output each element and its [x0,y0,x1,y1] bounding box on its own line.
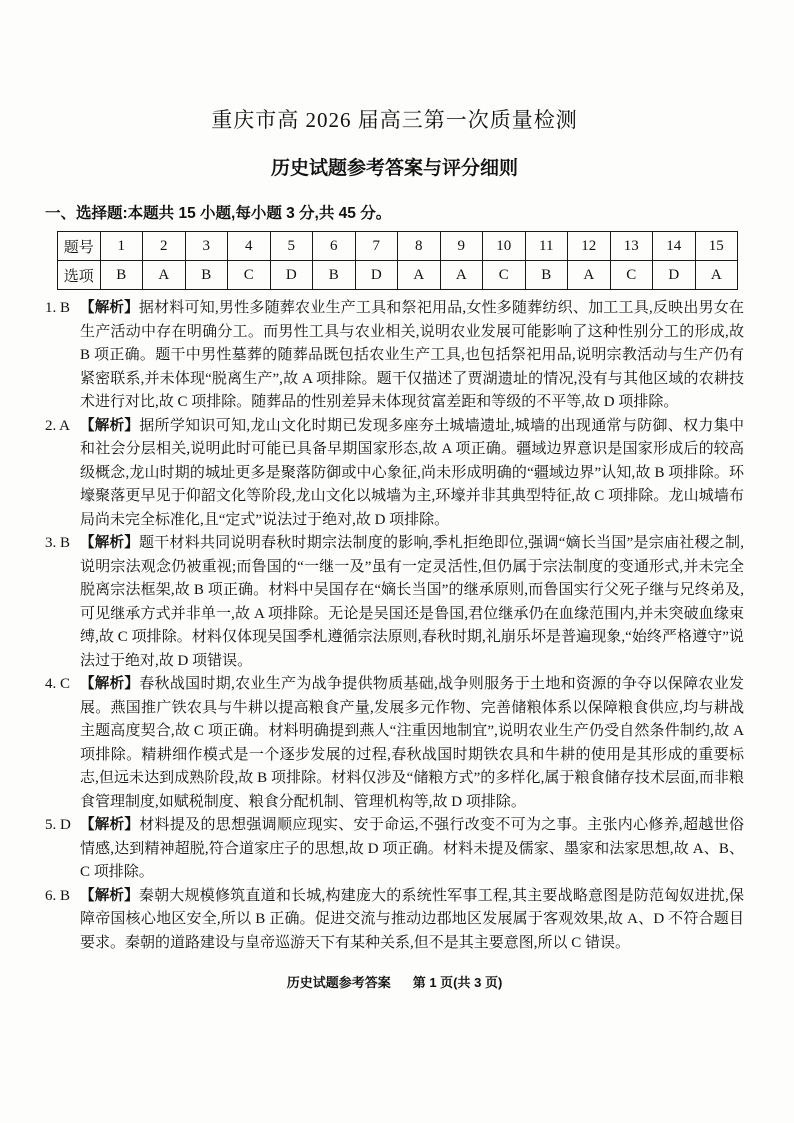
answer-cell: B [185,261,228,290]
answer-cell: D [270,261,313,290]
explanation-body-text: 据材料可知,男性多随葬农业生产工具和祭祀用品,女性多随葬纺织、加工工具,反映出男女在生产活动中存在明确分工。而男性工具与农业相关,说明农业发展可能影响了这种性别分工的形成,故 B 项正确。题干中男性墓葬的随葬品既包括农业生产工具,也包括祭祀用品,说明宗教活动与生产仍有紧密联系,并未体现“脱离生产”,故 A 项排除。题干仅描述了贾湖遗址的情况,没有与其他区域的农耕技术进行对比,故 C 项排除。随葬品的性别差异未体现贫富差距和等级的不平等,故 D 项排除。 [80,300,744,410]
question-number-cell: 15 [695,232,738,261]
answer-cell: A [568,261,611,290]
explanation-text [80,885,744,956]
explanation-text [80,814,744,885]
answer-cell: C [228,261,271,290]
question-number-cell: 1 [100,232,143,261]
question-number-cell: 14 [653,232,696,261]
analysis-tag: 【解析】 [80,300,139,316]
question-number-cell: 4 [228,232,271,261]
answer-cell: D [653,261,696,290]
answer-cell: B [100,261,143,290]
explanation-item-6 [45,885,744,956]
question-number-cell: 10 [483,232,526,261]
row-label-answer-option: 选项 [58,261,101,290]
explanation-text [80,673,744,814]
answer-cell: A [440,261,483,290]
question-number-cell: 5 [270,232,313,261]
explanation-text [80,532,744,673]
explanation-body-text: 题干材料共同说明春秋时期宗法制度的影响,季札拒绝即位,强调“嫡长当国”是宗庙社稷之制,说明宗法观念仍被重视;而鲁国的“一继一及”虽有一定灵活性,但仍属于宗法制度的变通形式,并未完全脱离宗法框架,故 B 项正确。材料中吴国存在“嫡长当国”的继承原则,而鲁国实行父死子继与兄终弟及,可见继承方式并非单一,故 A 项排除。无论是吴国还是鲁国,君位继承仍在血缘范围内,并未突破血缘束缚,故 C 项排除。材料仅体现吴国季札遵循宗法原则,春秋时期,礼崩乐坏是普遍现象,“始终严格遵守”说法过于绝对,故 D 项错误。 [80,535,744,669]
question-number-cell: 13 [610,232,653,261]
answer-cell: B [313,261,356,290]
question-answer-label: 4. C [45,676,71,692]
answer-option-row [58,261,738,290]
answer-cell: A [398,261,441,290]
question-answer-label: 5. D [45,817,71,833]
answer-cell: C [610,261,653,290]
question-number-cell: 9 [440,232,483,261]
analysis-tag: 【解析】 [80,535,139,551]
answer-table [57,231,738,290]
section-1-heading: 一、选择题:本题共 15 小题,每小题 3 分,共 45 分。 [45,205,392,222]
explanation-item-5 [45,814,744,885]
question-number-cell: 7 [355,232,398,261]
explanation-item-4 [45,673,744,814]
exam-title: 重庆市高 2026 届高三第一次质量检测 [211,108,578,132]
question-number-cell: 11 [525,232,568,261]
analysis-tag: 【解析】 [80,887,139,904]
analysis-tag: 【解析】 [80,676,140,692]
answer-cell: B [525,261,568,290]
explanation-body-text: 据所学知识可知,龙山文化时期已发现多座夯土城墙遗址,城墙的出现通常与防御、权力集中和社会分层相关,说明此时可能已具备早期国家形态,故 A 项正确。疆域边界意识是国家形成后的较高级概念,龙山时期的城址更多是聚落防御或中心象征,尚未形成明确的“疆域边界”认知,故 B 项排除。环壕聚落更早见于仰韶文化等阶段,龙山文化以城墙为主,环壕并非其典型特征,故 C 项排除。龙山城墙布局尚未完全标准化,且“定式”说法过于绝对,故 D 项排除。 [80,417,744,528]
question-answer-label: 2. A [45,417,71,434]
question-answer-label: 6. B [45,887,71,904]
explanation-item-1 [45,297,744,415]
question-answer-label: 1. B [45,300,71,316]
question-answer-label: 3. B [45,535,71,551]
page-footer [45,972,744,991]
question-number-cell: 2 [143,232,186,261]
analysis-tag: 【解析】 [80,417,140,434]
explanation-item-3 [45,532,744,673]
explanation-body-text: 秦朝大规模修筑直道和长城,构建庞大的系统性军事工程,其主要战略意图是防范匈奴进扰,保障帝国核心地区安全,所以 B 正确。促进交流与推动边郡地区发展属于客观效果,故 A、D 不符合题目要求。秦朝的道路建设与皇帝巡游天下有某种关系,但不是其主要意图,所以 C 错误。 [80,887,744,951]
explanation-body-text: 春秋战国时期,农业生产为战争提供物质基础,战争则服务于土地和资源的争夺以保障农业发展。燕国推广铁农具与牛耕以提高粮食产量,发展多元作物、完善储粮体系以保障粮食供应,均与耕战主题高度契合,故 C 项正确。材料明确提到燕人“注重因地制宜”,说明农业生产仍受自然条件制约,故 A 项排除。精耕细作模式是一个逐步发展的过程,春秋战国时期铁农具和牛耕的使用是其形成的重要标志,但远未达到成熟阶段,故 B 项排除。材料仅涉及“储粮方式”的多样化,属于粮食储存技术层面,而非粮食管理制度,如赋税制度、粮食分配机制、管理机构等,故 D 项排除。 [80,676,744,810]
question-number-cell: 12 [568,232,611,261]
question-number-cell: 3 [185,232,228,261]
footer-doc-label: 历史试题参考答案 [286,975,391,990]
analysis-tag: 【解析】 [80,817,140,833]
footer-page-number: 第 1 页(共 3 页) [412,975,503,990]
answer-cell: A [143,261,186,290]
row-label-question-number: 题号 [58,232,101,261]
question-number-cell: 6 [313,232,356,261]
question-number-cell: 8 [398,232,441,261]
explanation-text [80,415,744,533]
explanation-body-text: 材料提及的思想强调顺应现实、安于命运,不强行改变不可为之事。主张内心修养,超越世俗情感,达到精神超脱,符合道家庄子的思想,故 D 项正确。材料未提及儒家、墨家和法家思想,故 A、B、C 项排除。 [80,817,744,880]
answer-cell: D [355,261,398,290]
answer-cell: C [483,261,526,290]
answer-sheet-title: 历史试题参考答案与评分细则 [270,158,518,179]
answer-cell: A [695,261,738,290]
explanation-text [80,297,744,415]
explanation-item-2 [45,415,744,533]
question-number-row [58,232,738,261]
